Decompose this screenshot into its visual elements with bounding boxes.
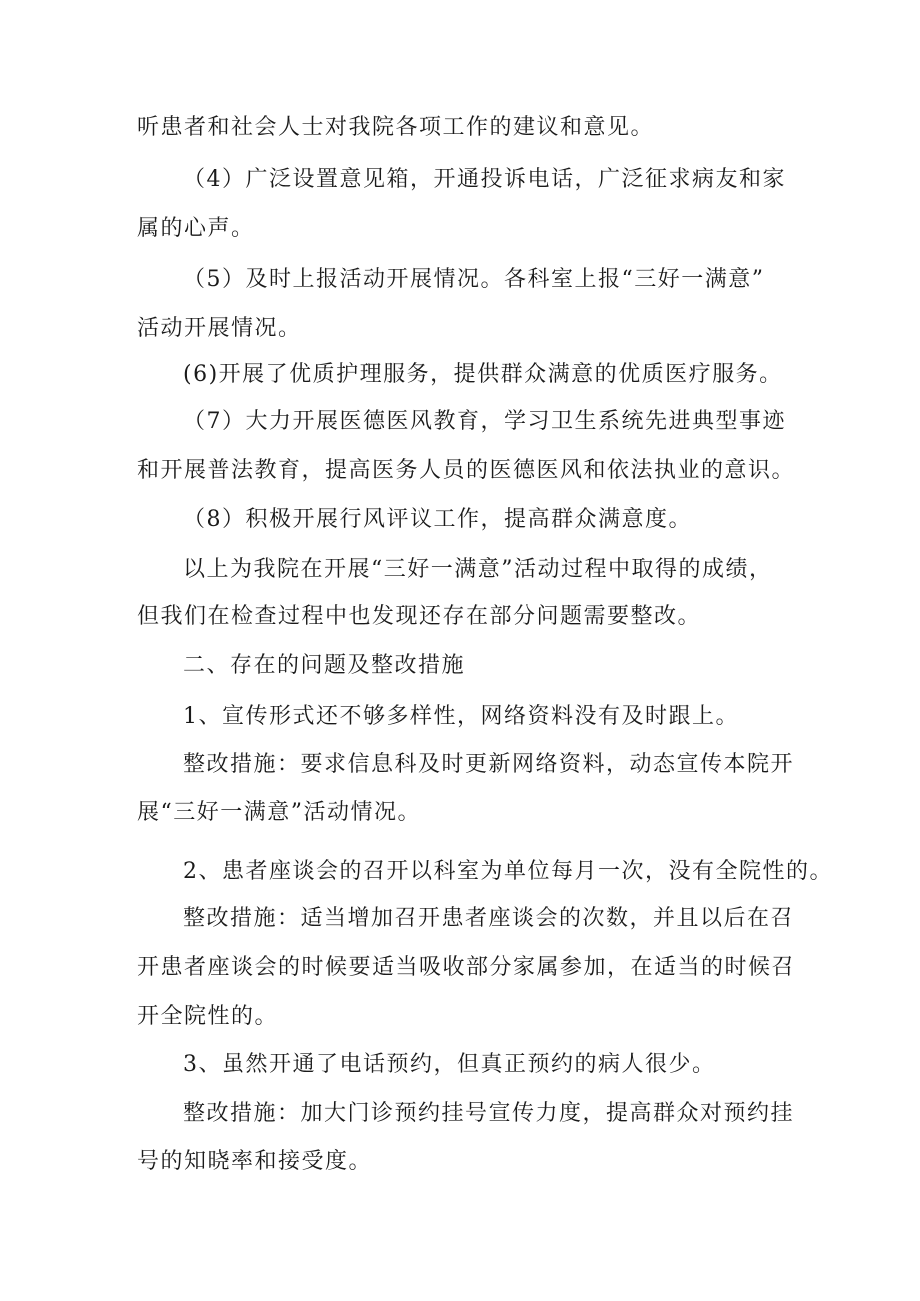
text-line: （7）大力开展医德医风教育，学习卫生系统先进典型事迹 <box>183 409 786 434</box>
text-line: 3、虽然开通了电话预约，但真正预约的病人很少。 <box>183 1052 716 1077</box>
text-line: 整改措施：加大门诊预约挂号宣传力度，提高群众对预约挂 <box>183 1101 795 1126</box>
text-line: （8）积极开展行风评议工作，提高群众满意度。 <box>183 507 692 532</box>
text-line: (6)开展了优质护理服务，提供群众满意的优质医疗服务。 <box>183 362 783 387</box>
text-line: 号的知晓率和接受度。 <box>137 1149 373 1174</box>
text-line: 属的心声。 <box>137 216 255 241</box>
text-line: 开全院性的。 <box>137 1004 279 1029</box>
text-line: 活动开展情况。 <box>137 316 302 341</box>
text-line: 1、宣传形式还不够多样性，网络资料没有及时跟上。 <box>183 704 739 729</box>
text-line: （5）及时上报活动开展情况。各科室上报“三好一满意” <box>183 267 765 292</box>
text-line: 整改措施：要求信息科及时更新网络资料，动态宣传本院开 <box>183 752 795 777</box>
text-line: 整改措施：适当增加召开患者座谈会的次数，并且以后在召 <box>183 906 795 931</box>
text-line: 开患者座谈会的时候要适当吸收部分家属参加，在适当的时候召 <box>137 955 796 980</box>
text-line: 但我们在检查过程中也发现还存在部分问题需要整改。 <box>137 604 702 629</box>
text-line: （4）广泛设置意见箱，开通投诉电话，广泛征求病友和家 <box>183 167 786 192</box>
text-line: 和开展普法教育，提高医务人员的医德医风和依法执业的意识。 <box>137 458 796 483</box>
text-line: 展“三好一满意”活动情况。 <box>137 800 421 825</box>
text-line: 2、患者座谈会的召开以科室为单位每月一次，没有全院性的。 <box>183 859 833 884</box>
text-line: 以上为我院在开展“三好一满意”活动过程中取得的成绩， <box>183 557 773 582</box>
section-heading: 二、存在的问题及整改措施 <box>183 653 466 678</box>
text-line: 听患者和社会人士对我院各项工作的建议和意见。 <box>137 115 655 140</box>
